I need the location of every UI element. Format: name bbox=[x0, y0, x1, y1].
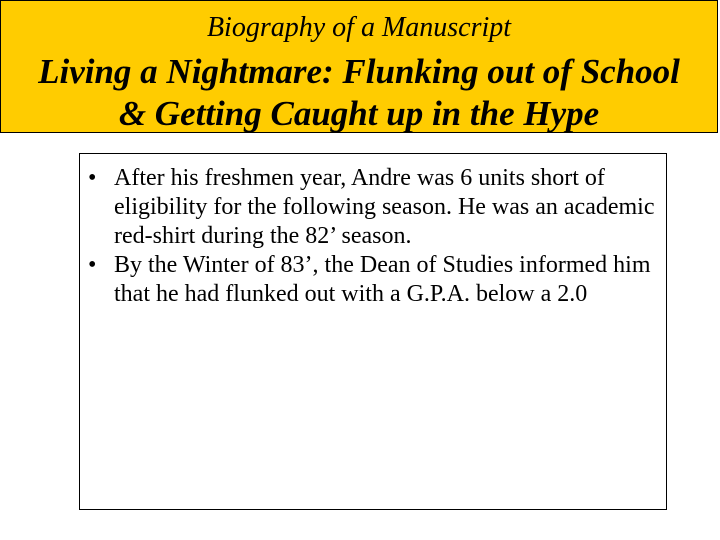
bullet-item bbox=[88, 164, 663, 251]
slide-title-line-1: Living a Nightmare: Flunking out of School bbox=[38, 52, 680, 91]
slide-title-line-2: & Getting Caught up in the Hype bbox=[118, 94, 600, 133]
bullet-text: By the Winter of 83’, the Dean of Studies informed him that he had flunked out with a G.P.A. below a 2.0 bbox=[114, 252, 651, 307]
bullet-dot-icon: • bbox=[88, 165, 97, 191]
slide-title bbox=[1, 51, 717, 135]
title-banner bbox=[0, 0, 718, 133]
bullet-dot-icon: • bbox=[88, 252, 97, 278]
bullet-item bbox=[88, 251, 663, 309]
slide-supertitle: Biography of a Manuscript bbox=[206, 12, 512, 43]
content-box bbox=[79, 153, 667, 510]
bullet-text: After his freshmen year, Andre was 6 units short of eligibility for the following season. He was an academic red-shirt during the 82’ season. bbox=[114, 165, 655, 249]
bullet-list bbox=[88, 164, 663, 309]
